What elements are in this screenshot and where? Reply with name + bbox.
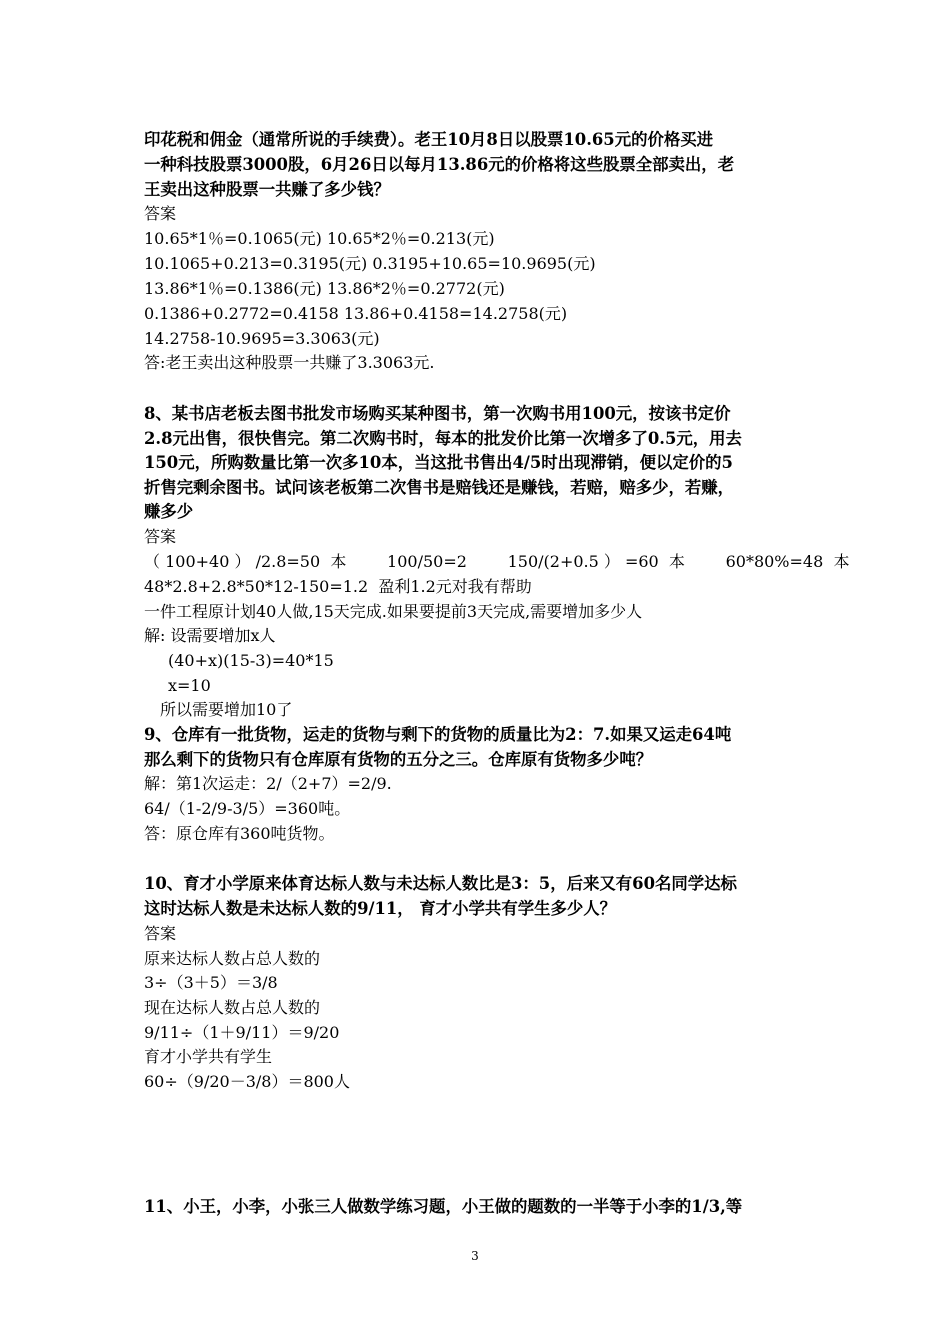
q8-line-5: 赚多少 <box>144 502 194 521</box>
q7-answer-line-3: 13.86*1％=0.1386(元) 13.86*2％=0.2772(元) <box>144 279 505 298</box>
q8-line-1: 8、某书店老板去图书批发市场购买某种图书，第一次购书用100元，按该书定价 <box>144 404 731 423</box>
q9-line-2: 那么剩下的货物只有仓库原有货物的五分之三。仓库原有货物多少吨？ <box>144 750 653 769</box>
q7-answer-line-6: 答:老王卖出这种股票一共赚了3.3063元. <box>144 353 435 372</box>
q8-answer-line-2: 48*2.8+2.8*50*12-150=1.2 盈利1.2元对我有帮助 <box>144 577 532 596</box>
q7-answer-line-2: 10.1065+0.213=0.3195(元) 0.3195+10.65=10.9695(元) <box>144 254 596 273</box>
q10-line-1: 10、育才小学原来体育达标人数与未达标人数比是3：5，后来又有60名同学达标 <box>144 874 737 893</box>
q7-answer-line-5: 14.2758-10.9695=3.3063(元) <box>144 329 380 348</box>
q10-line-2: 这时达标人数是未达标人数的9/11， 育才小学共有学生多少人？ <box>144 899 617 918</box>
q8-answer-label: 答案 <box>144 527 177 546</box>
q7-line-2: 一种科技股票3000股，6月26日以每月13.86元的价格将这些股票全部卖出，老 <box>144 155 735 174</box>
q8-line-2: 2.8元出售，很快售完。第二次购书时，每本的批发价比第一次增多了0.5元，用去 <box>144 429 742 448</box>
q8-equation: (40+x)(15-3)=40*15 <box>168 651 334 670</box>
q8-answer-line-1: （ 100+40 ） /2.8=50 本 100/50=2 150/(2+0.5 ） =60 本 60*80%=48 本 <box>144 552 850 571</box>
q7-answer-line-1: 10.65*1％=0.1065(元) 10.65*2％=0.213(元) <box>144 229 495 248</box>
q11-line-1: 11、小王，小李，小张三人做数学练习题，小王做的题数的一半等于小李的1/3,等 <box>144 1197 743 1216</box>
page-number: 3 <box>471 1249 479 1263</box>
q9-answer-line-3: 答：原仓库有360吨货物。 <box>144 824 335 843</box>
q9-answer-line-2: 64/（1-2/9-3/5）=360吨。 <box>144 799 351 818</box>
q10-answer-line-6: 60÷（9/20－3/8）＝800人 <box>144 1072 350 1091</box>
q10-answer-line-4: 9/11÷（1＋9/11）＝9/20 <box>144 1023 340 1042</box>
q8-conclusion: 所以需要增加10了 <box>160 700 293 719</box>
q10-answer-line-3: 现在达标人数占总人数的 <box>144 998 321 1017</box>
q7-answer-label: 答案 <box>144 204 177 223</box>
q10-answer-line-5: 育才小学共有学生 <box>144 1047 273 1066</box>
q10-answer-label: 答案 <box>144 924 177 943</box>
q8-answer-line-3: 一件工程原计划40人做,15天完成.如果要提前3天完成,需要增加多少人 <box>144 602 643 621</box>
q8-line-3: 150元，所购数量比第一次多10本，当这批书售出4/5时出现滞销，便以定价的5 <box>144 453 733 472</box>
q8-line-4: 折售完剩余图书。试问该老板第二次售书是赔钱还是赚钱，若赔，赔多少，若赚， <box>144 478 735 497</box>
q7-answer-line-4: 0.1386+0.2772=0.4158 13.86+0.4158=14.2758(元) <box>144 304 568 323</box>
q7-line-3: 王卖出这种股票一共赚了多少钱？ <box>144 180 390 199</box>
q9-answer-line-1: 解：第1次运走：2/（2+7）=2/9. <box>144 774 392 793</box>
q9-line-1: 9、仓库有一批货物，运走的货物与剩下的货物的质量比为2：7.如果又运走64吨 <box>144 725 732 744</box>
q10-answer-line-1: 原来达标人数占总人数的 <box>144 949 321 968</box>
q8-answer-line-4: 解: 设需要增加x人 <box>144 626 276 645</box>
q7-line-1: 印花税和佣金（通常所说的手续费）。老王10月8日以股票10.65元的价格买进 <box>144 130 714 149</box>
q10-answer-line-2: 3÷（3＋5）＝3/8 <box>144 973 278 992</box>
q8-solution: x=10 <box>168 676 211 695</box>
